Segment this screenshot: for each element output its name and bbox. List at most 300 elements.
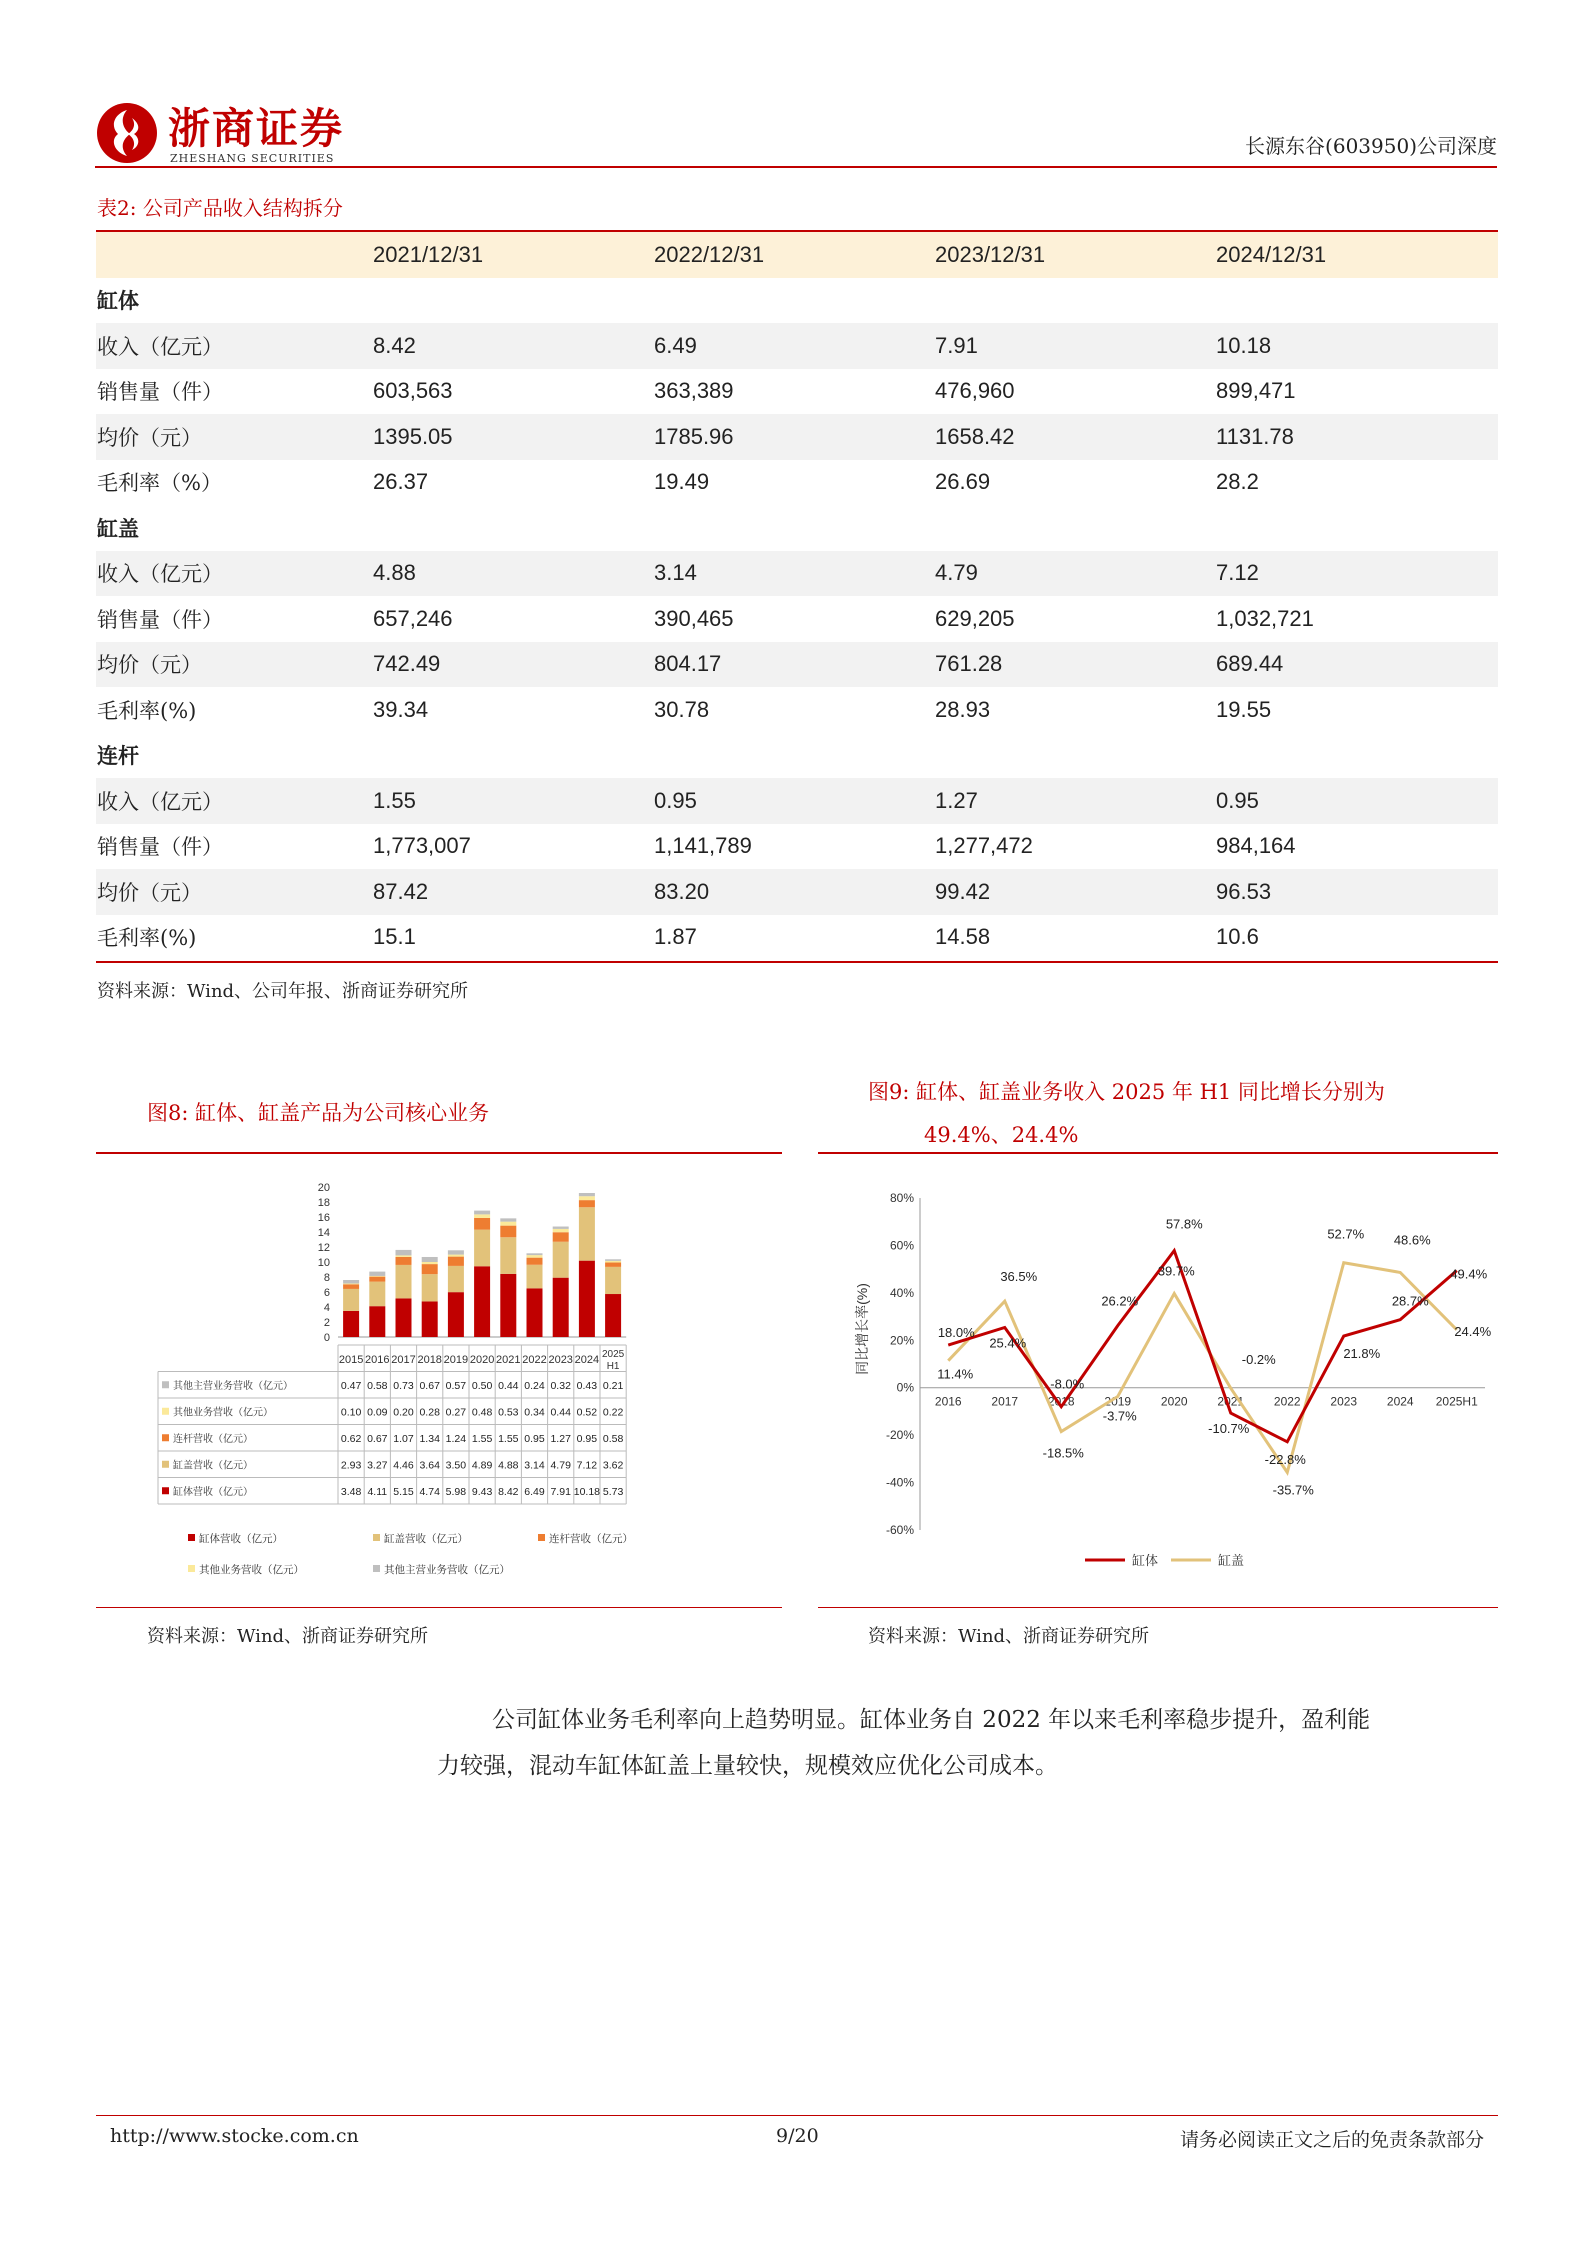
bar-segment <box>553 1229 569 1232</box>
x-category-label: 2018 <box>1047 1394 1075 1409</box>
row-label: 销售量（件） <box>97 380 223 405</box>
bar-segment <box>474 1211 490 1215</box>
table-cell: 1658.42 <box>935 414 1216 460</box>
x-category-label: 2025H1 <box>1435 1394 1478 1409</box>
table-header-cell <box>96 232 373 278</box>
header-divider <box>95 166 1497 168</box>
bar-segment <box>553 1242 569 1278</box>
legend-swatch <box>538 1534 545 1541</box>
data-label: 0.09 <box>367 1406 388 1419</box>
y-tick-label: 2 <box>323 1317 330 1329</box>
table-row-label: 其他主营业务营收（亿元） <box>173 1380 293 1392</box>
data-label: 0.53 <box>498 1406 519 1419</box>
y-tick-label: 8 <box>323 1272 330 1284</box>
section-label: 缸盖 <box>97 515 139 541</box>
table-cell: 7.91 <box>935 323 1216 369</box>
table-row <box>96 323 1498 369</box>
data-label: 18.0% <box>937 1325 975 1341</box>
bar-segment <box>422 1262 438 1264</box>
report-title: 长源东谷(603950)公司深度 <box>1245 134 1497 158</box>
table-header-cell: 2021/12/31 <box>373 232 654 278</box>
bar-segment <box>369 1277 385 1282</box>
bar-segment <box>343 1289 359 1311</box>
table-cell: 4.88 <box>373 551 654 597</box>
table-row <box>96 414 1498 460</box>
footer-divider <box>96 2115 1498 2116</box>
section-label: 连杆 <box>97 743 139 769</box>
x-category-label: 2019 <box>443 1354 469 1366</box>
bar-segment <box>553 1232 569 1242</box>
data-label: 5.73 <box>602 1485 624 1498</box>
section-label: 缸体 <box>97 288 139 314</box>
data-label: 4.74 <box>419 1485 440 1498</box>
logo-text: 浙商证券 <box>168 104 345 153</box>
data-label: 9.43 <box>471 1485 493 1498</box>
figure8-bottom-rule <box>96 1607 782 1608</box>
table-cell: 1131.78 <box>1216 414 1498 460</box>
table-cell: 19.55 <box>1216 696 1272 722</box>
table-cell: 1395.05 <box>373 414 654 460</box>
table-cell: 28.2 <box>1216 469 1259 495</box>
data-label: 0.27 <box>445 1406 467 1419</box>
bar-segment <box>605 1263 621 1267</box>
table-cell: 1.55 <box>373 778 654 824</box>
table-cell: 87.42 <box>373 869 654 915</box>
table-cell: 4.79 <box>935 551 1216 597</box>
figure9-title-line2: 49.4%、24.4% <box>924 1123 1079 1147</box>
figure8-top-rule <box>96 1152 782 1154</box>
data-label: 26.2% <box>1101 1293 1139 1309</box>
legend-swatch <box>162 1408 169 1415</box>
table-row-label: 缸盖营收（亿元） <box>173 1460 253 1472</box>
table-caption: 表2: 公司产品收入结构拆分 <box>97 196 343 220</box>
bar-segment <box>343 1311 359 1337</box>
legend-label: 缸体营收（亿元） <box>199 1533 283 1545</box>
data-label: 0.43 <box>576 1379 598 1392</box>
data-label: 4.46 <box>393 1459 414 1472</box>
y-tick-label: -40% <box>885 1475 914 1490</box>
series-line-cylinder-head <box>948 1263 1457 1473</box>
data-label: 4.89 <box>471 1459 493 1472</box>
bar-segment <box>474 1214 490 1218</box>
figure8-source: 资料来源：Wind、浙商证券研究所 <box>147 1626 429 1647</box>
bar-segment <box>553 1278 569 1337</box>
bar-segment <box>500 1226 516 1238</box>
bar-segment <box>500 1222 516 1226</box>
figure8-chart <box>150 1175 760 1595</box>
data-label: 1.27 <box>550 1432 571 1445</box>
bar-segment <box>422 1301 438 1337</box>
data-label: 0.57 <box>445 1379 467 1392</box>
y-tick-label: 18 <box>317 1197 330 1209</box>
data-label: 5.15 <box>393 1485 414 1498</box>
data-label: -10.7% <box>1208 1421 1250 1437</box>
bar-segment <box>527 1253 543 1255</box>
row-label: 毛利率(%) <box>97 698 197 723</box>
data-label: 0.67 <box>367 1432 388 1445</box>
table-row-label: 其他业务营收（亿元） <box>173 1407 273 1419</box>
table-source: 资料来源：Wind、公司年报、浙商证券研究所 <box>97 981 469 1002</box>
table-cell: 1,141,789 <box>654 833 752 859</box>
row-label: 均价（元） <box>96 414 373 460</box>
y-tick-label: 14 <box>317 1227 330 1239</box>
table-cell: 1785.96 <box>654 414 935 460</box>
legend-label: 连杆营收（亿元） <box>549 1533 633 1545</box>
table-row <box>96 824 1498 870</box>
x-category-label: 2019 <box>1104 1394 1132 1409</box>
table-cell: 8.42 <box>373 323 654 369</box>
data-label: 5.98 <box>445 1485 467 1498</box>
data-label: -0.2% <box>1241 1352 1276 1368</box>
table-row <box>96 551 1498 597</box>
data-label: 0.95 <box>576 1432 598 1445</box>
table-cell: 30.78 <box>654 696 710 722</box>
x-category-label: 2023 <box>548 1354 573 1366</box>
data-label: 1.34 <box>419 1432 440 1445</box>
figure9-source: 资料来源：Wind、浙商证券研究所 <box>868 1626 1150 1647</box>
row-label: 销售量（件） <box>97 835 223 860</box>
figure9-top-rule <box>818 1152 1498 1154</box>
row-label: 收入（亿元） <box>96 551 373 597</box>
data-label: 24.4% <box>1454 1323 1492 1339</box>
table-cell: 3.14 <box>654 551 935 597</box>
x-category-label: 2016 <box>365 1354 390 1366</box>
y-tick-label: 0% <box>896 1380 914 1395</box>
bar-segment <box>474 1230 490 1267</box>
logo-icon <box>96 100 158 166</box>
bar-segment <box>343 1284 359 1289</box>
table-cell: 10.6 <box>1216 924 1259 950</box>
table-cell: 28.93 <box>935 696 991 722</box>
table-cell: 0.95 <box>654 778 935 824</box>
data-label: 0.24 <box>524 1379 545 1392</box>
x-category-label: 2022 <box>522 1354 547 1366</box>
bar-segment <box>579 1193 595 1196</box>
body-paragraph-line2: 力较强，混动车缸体缸盖上量较快，规模效应优化公司成本。 <box>437 1753 1058 1779</box>
table-row-label: 连杆营收（亿元） <box>173 1433 253 1445</box>
table-cell: 363,389 <box>654 378 734 404</box>
bar-segment <box>474 1218 490 1230</box>
table-bottom-rule <box>96 961 1498 963</box>
data-label: 1.07 <box>393 1432 414 1445</box>
data-label: 0.58 <box>602 1432 624 1445</box>
data-label: 3.48 <box>340 1485 362 1498</box>
bar-segment <box>396 1257 412 1265</box>
data-label: 0.58 <box>367 1379 388 1392</box>
data-label: 0.10 <box>340 1406 362 1419</box>
data-label: -8.0% <box>1050 1376 1085 1392</box>
bar-segment <box>422 1274 438 1301</box>
data-label: 39.7% <box>1157 1263 1195 1279</box>
bar-segment <box>369 1282 385 1307</box>
bar-segment <box>500 1274 516 1337</box>
table-row <box>96 369 1498 415</box>
bar-segment <box>605 1261 621 1263</box>
row-label: 均价（元） <box>96 642 373 688</box>
legend-label: 其他主营业务营收（亿元） <box>384 1564 510 1576</box>
table-cell: 26.37 <box>373 469 429 495</box>
bar-segment <box>527 1265 543 1289</box>
data-label: 1.24 <box>445 1432 467 1445</box>
table-row <box>96 869 1498 915</box>
bar-segment <box>396 1255 412 1257</box>
legend-swatch <box>162 1487 169 1494</box>
data-label: 3.50 <box>445 1459 467 1472</box>
table-row <box>96 778 1498 824</box>
table-header-row <box>96 232 1498 278</box>
x-category-label: 2024 <box>574 1354 600 1366</box>
bar-segment <box>422 1264 438 1274</box>
data-label: 57.8% <box>1165 1216 1203 1232</box>
table-cell: 804.17 <box>654 642 935 688</box>
figure9-chart <box>845 1178 1495 1578</box>
table-cell: 629,205 <box>935 605 1015 631</box>
data-label: 0.67 <box>419 1379 440 1392</box>
bar-segment <box>396 1250 412 1255</box>
data-label: -3.7% <box>1102 1408 1137 1424</box>
table-cell: 899,471 <box>1216 378 1296 404</box>
footer-disclaimer: 请务必阅读正文之后的免责条款部分 <box>1179 2129 1484 2151</box>
figure9-bottom-rule <box>818 1607 1498 1608</box>
bar-segment <box>527 1288 543 1337</box>
x-category-label: 2023 <box>1330 1394 1358 1409</box>
table-header-cell: 2024/12/31 <box>1216 232 1498 278</box>
bar-segment <box>396 1298 412 1337</box>
table-cell: 0.95 <box>1216 778 1498 824</box>
bar-segment <box>553 1227 569 1229</box>
row-label: 毛利率（%） <box>97 471 222 496</box>
data-label: 0.44 <box>498 1379 519 1392</box>
revenue-structure-table <box>96 232 1498 960</box>
bar-segment <box>448 1266 464 1292</box>
x-category-label: 2022 <box>1273 1394 1301 1409</box>
x-category-label: 2025 <box>601 1349 625 1360</box>
data-label: 8.42 <box>498 1485 519 1498</box>
data-label: 48.6% <box>1393 1232 1431 1248</box>
data-label: 0.52 <box>576 1406 598 1419</box>
y-tick-label: 12 <box>317 1242 330 1254</box>
data-label: 0.47 <box>340 1379 362 1392</box>
x-category-label: 2017 <box>391 1354 416 1366</box>
data-label: 21.8% <box>1343 1346 1381 1362</box>
table-section-row <box>96 733 1498 779</box>
table-row <box>96 915 1498 961</box>
x-category-label: 2024 <box>1386 1394 1414 1409</box>
data-label: 3.62 <box>602 1459 624 1472</box>
table-cell: 1.87 <box>654 924 697 950</box>
data-label: -18.5% <box>1042 1445 1084 1461</box>
table-cell: 603,563 <box>373 378 453 404</box>
y-tick-label: 4 <box>323 1302 330 1314</box>
data-label: 0.62 <box>340 1432 362 1445</box>
data-label: 0.34 <box>524 1406 545 1419</box>
y-tick-label: -60% <box>885 1523 914 1537</box>
data-label: 0.28 <box>419 1406 440 1419</box>
x-category-label: 2021 <box>1217 1394 1245 1409</box>
table-cell: 39.34 <box>373 696 429 722</box>
table-cell: 15.1 <box>373 924 416 950</box>
y-axis-label: 同比增长率(%) <box>854 1283 870 1375</box>
data-label: 49.4% <box>1450 1266 1488 1282</box>
bar-segment <box>500 1237 516 1274</box>
data-label: 0.50 <box>471 1379 493 1392</box>
table-cell: 761.28 <box>935 642 1216 688</box>
bar-segment <box>579 1200 595 1207</box>
table-cell: 390,465 <box>654 605 734 631</box>
x-category-label: 2020 <box>1160 1394 1188 1409</box>
table-cell: 26.69 <box>935 469 991 495</box>
data-label: 28.7% <box>1391 1293 1429 1309</box>
page-number: 9/20 <box>776 2125 819 2147</box>
bar-segment <box>422 1257 438 1262</box>
table-cell: 689.44 <box>1216 642 1498 688</box>
table-cell: 1,773,007 <box>373 833 471 859</box>
figure8-title: 图8: 缸体、缸盖产品为公司核心业务 <box>147 1101 490 1125</box>
y-tick-label: -20% <box>885 1428 914 1443</box>
x-category-label: 2020 <box>469 1354 495 1366</box>
y-tick-label: 0 <box>323 1332 330 1344</box>
y-tick-label: 16 <box>317 1212 330 1224</box>
legend-label: 其他业务营收（亿元） <box>199 1564 304 1576</box>
bar-segment <box>527 1255 543 1258</box>
data-label: 4.11 <box>367 1485 388 1498</box>
y-tick-label: 40% <box>889 1285 914 1300</box>
bar-segment <box>579 1207 595 1260</box>
bar-segment <box>448 1250 464 1254</box>
table-cell: 6.49 <box>654 323 935 369</box>
row-label: 毛利率(%) <box>97 926 197 951</box>
bar-segment <box>396 1265 412 1298</box>
footer-url[interactable]: http://www.stocke.com.cn <box>110 2125 359 2147</box>
bar-segment <box>527 1258 543 1265</box>
data-label: 11.4% <box>937 1366 974 1382</box>
data-label: 4.88 <box>498 1459 519 1472</box>
row-label: 销售量（件） <box>97 607 223 632</box>
data-label: 3.14 <box>524 1459 545 1472</box>
table-section-row <box>96 278 1498 324</box>
table-cell: 7.12 <box>1216 551 1498 597</box>
x-category-label: 2017 <box>991 1394 1019 1409</box>
bar-segment <box>343 1284 359 1285</box>
legend-swatch <box>162 1434 169 1441</box>
data-label: 0.73 <box>393 1379 414 1392</box>
data-label: 25.4% <box>989 1335 1027 1351</box>
legend-swatch <box>188 1534 195 1541</box>
figure9-title-line1: 图9: 缸体、缸盖业务收入 2025 年 H1 同比增长分别为 <box>868 1080 1385 1104</box>
bar-segment <box>369 1306 385 1337</box>
data-label: -22.8% <box>1264 1451 1306 1467</box>
bar-segment <box>448 1257 464 1266</box>
legend-label: 缸盖营收（亿元） <box>384 1533 468 1545</box>
bar-segment <box>369 1272 385 1276</box>
bar-segment <box>579 1196 595 1200</box>
table-cell: 742.49 <box>373 642 654 688</box>
table-cell: 657,246 <box>373 605 453 631</box>
data-label: 7.91 <box>550 1485 571 1498</box>
body-paragraph-line1: 公司缸体业务毛利率向上趋势明显。缸体业务自 2022 年以来毛利率稳步提升，盈利能 <box>492 1707 1371 1733</box>
table-header-cell: 2023/12/31 <box>935 232 1216 278</box>
bar-segment <box>448 1292 464 1337</box>
legend-swatch <box>162 1381 169 1388</box>
row-label: 均价（元） <box>96 869 373 915</box>
legend-swatch <box>373 1534 380 1541</box>
data-label: 1.55 <box>498 1432 519 1445</box>
data-label: 0.48 <box>471 1406 493 1419</box>
table-cell: 14.58 <box>935 924 991 950</box>
row-label: 收入（亿元） <box>96 778 373 824</box>
table-row-label: 缸体营收（亿元） <box>173 1486 253 1498</box>
data-label: 0.32 <box>550 1379 571 1392</box>
data-label: 0.95 <box>524 1432 545 1445</box>
bar-segment <box>500 1218 516 1221</box>
y-tick-label: 20% <box>889 1333 914 1348</box>
data-label: 10.18 <box>573 1485 601 1498</box>
data-label: 36.5% <box>1000 1269 1038 1285</box>
data-label: 3.64 <box>419 1459 440 1472</box>
y-tick-label: 60% <box>889 1238 914 1253</box>
data-label: 2.93 <box>340 1459 362 1472</box>
legend-swatch <box>188 1565 195 1572</box>
x-category-label: 2016 <box>934 1394 962 1409</box>
bar-segment <box>605 1294 621 1337</box>
table-cell: 476,960 <box>935 378 1015 404</box>
bar-segment <box>605 1259 621 1261</box>
data-label: 0.22 <box>602 1406 624 1419</box>
table-cell: 96.53 <box>1216 869 1498 915</box>
data-label: 1.55 <box>471 1432 493 1445</box>
data-label: 7.12 <box>576 1459 598 1472</box>
table-cell: 1,032,721 <box>1216 605 1314 631</box>
table-section-row <box>96 505 1498 551</box>
data-label: 4.79 <box>550 1459 571 1472</box>
table-cell: 99.42 <box>935 869 1216 915</box>
data-label: 3.27 <box>367 1459 388 1472</box>
x-category-label: 2021 <box>496 1354 521 1366</box>
bar-segment <box>448 1255 464 1257</box>
legend-label: 缸盖 <box>1217 1553 1245 1568</box>
table-row <box>96 642 1498 688</box>
data-label: 0.20 <box>393 1406 414 1419</box>
y-tick-label: 20 <box>317 1182 330 1194</box>
y-tick-label: 80% <box>889 1191 914 1205</box>
data-label: 6.49 <box>524 1485 545 1498</box>
legend-swatch <box>373 1565 380 1572</box>
x-category-label: 2018 <box>417 1354 442 1366</box>
table-cell: 984,164 <box>1216 833 1296 859</box>
row-label: 收入（亿元） <box>96 323 373 369</box>
y-tick-label: 6 <box>323 1287 330 1299</box>
bar-segment <box>579 1261 595 1337</box>
data-label: -35.7% <box>1272 1482 1314 1498</box>
table-cell: 83.20 <box>654 869 935 915</box>
bar-segment <box>369 1276 385 1277</box>
bar-segment <box>605 1267 621 1294</box>
logo-subtext: ZHESHANG SECURITIES <box>170 152 335 165</box>
x-category-label: H1 <box>606 1361 620 1372</box>
legend-label: 缸体 <box>1131 1553 1159 1568</box>
bar-segment <box>343 1280 359 1284</box>
bar-segment <box>474 1266 490 1337</box>
table-cell: 10.18 <box>1216 323 1498 369</box>
data-label: 0.21 <box>602 1379 624 1392</box>
table-row <box>96 687 1498 733</box>
data-label: 52.7% <box>1327 1226 1365 1242</box>
table-cell: 1.27 <box>935 778 1216 824</box>
table-cell: 19.49 <box>654 469 710 495</box>
data-label: 0.44 <box>550 1406 571 1419</box>
table-header-cell: 2022/12/31 <box>654 232 935 278</box>
y-tick-label: 10 <box>317 1257 330 1269</box>
